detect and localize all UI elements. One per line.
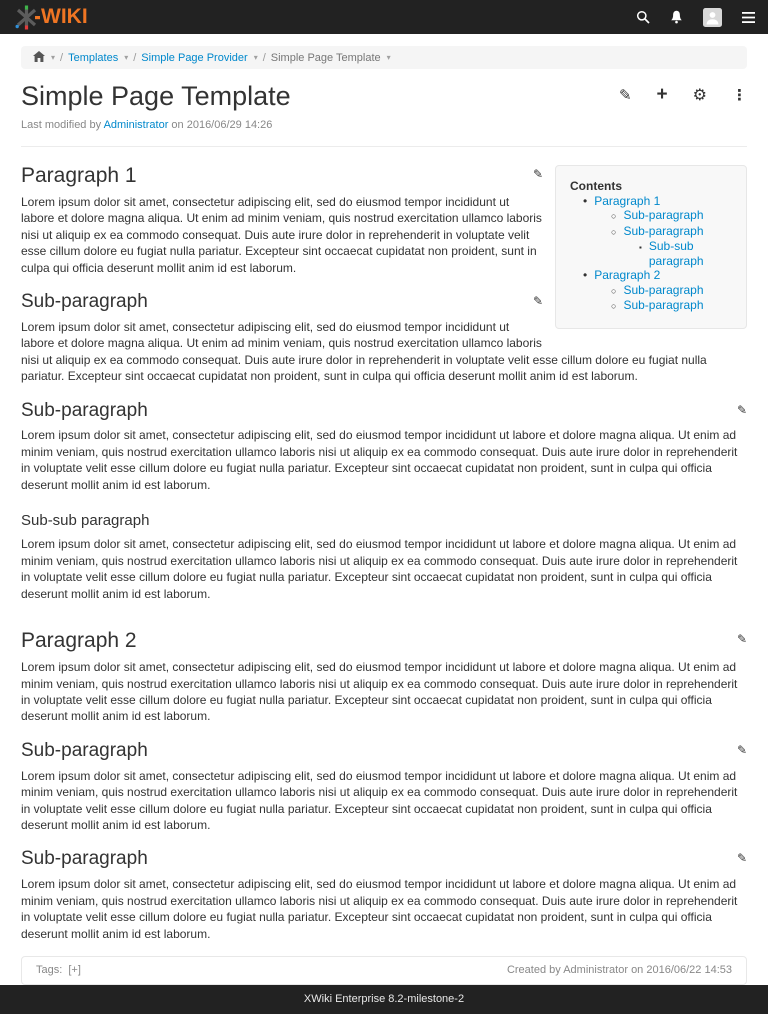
section-paragraph: Lorem ipsum dolor sit amet, consectetur adipiscing elit, sed do eiusmod tempor incididunt ut labore et dolore magna aliqua. Ut enim ad minim veniam, quis nostrud exercitation ullamco laboris nisi ut aliquip ex ea commodo consequat. Duis aute irure dolor in reprehenderit in voluptate velit esse cillum dolore eu fugiat nulla pariatur. Excepteur sint occaecat cupidatat non proident, sunt in culpa qui officia deserunt mollit anim id est laborum. [21,660,738,724]
section-edit-pencil-icon[interactable]: ✎ [532,166,543,181]
document-content [21,164,747,985]
toc-bullet: ○ [611,301,617,312]
breadcrumb-item[interactable]: Simple Page Provider [141,51,248,64]
toc-entry [570,194,732,209]
section-paragraph: Lorem ipsum dolor sit amet, consectetur adipiscing elit, sed do eiusmod tempor incididunt ut labore et dolore magna aliqua. Ut enim ad minim veniam, quis nostrud exercitation ullamco laboris nisi ut aliquip ex ea commodo consequat. Duis aute irure dolor in reprehenderit in voluptate velit esse cillum dolore eu fugiat nulla pariatur. Excepteur sint occaecat cupidatat non proident, sunt in culpa qui officia deserunt mollit anim id est laborum. [21,768,738,832]
toc-entry [570,298,732,314]
section-edit-pencil-icon[interactable]: ✎ [736,402,747,417]
table-of-contents-panel [555,165,747,329]
created-author-link[interactable]: Administrator [563,964,628,976]
toc-bullet: • [583,193,588,208]
content-section [21,400,747,494]
title-divider [21,146,747,147]
section-heading: ✎ Sub-paragraph [21,291,543,313]
breadcrumb-caret-icon[interactable]: ▾ [253,53,258,62]
breadcrumb-item[interactable]: Templates [68,51,119,64]
user-avatar[interactable] [703,8,722,27]
edit-button[interactable]: ✎ [618,87,632,104]
search-icon[interactable] [636,10,650,24]
drawer-menu-icon[interactable] [742,12,755,23]
toc-bullet: ○ [611,285,617,296]
toc-entry [570,268,732,283]
breadcrumb-item[interactable]: Simple Page Template [270,51,381,64]
content-section [21,740,747,834]
breadcrumb-separator: / [60,51,64,64]
create-button[interactable]: + [656,84,668,105]
last-modified-date: on 2016/06/29 14:26 [171,118,273,131]
section-edit-pencil-icon[interactable]: ✎ [736,742,747,757]
section-paragraph: Lorem ipsum dolor sit amet, consectetur adipiscing elit, sed do eiusmod tempor incididunt ut labore et dolore magna aliqua. Ut enim ad minim veniam, quis nostrud exercitation ullamco laboris nisi ut aliquip ex ea commodo consequat. Duis aute irure dolor in reprehenderit in voluptate velit esse cillum dolore eu fugiat nulla pariatur. Excepteur sint occaecat cupidatat non proident, sunt in culpa qui officia deserunt mollit anim id est laborum. [21,537,738,601]
add-tag-button[interactable]: [+] [68,964,81,976]
toc-entry [570,283,732,299]
created-prefix: Created by [506,964,561,976]
toc-bullet: • [583,268,588,283]
section-heading: Sub-sub paragraph [21,512,150,530]
toc-bullet: ○ [611,226,617,237]
section-edit-pencil-icon[interactable]: ✎ [736,631,747,646]
toc-title: Contents [570,178,622,193]
toc-entry [570,224,732,240]
content-section [21,848,747,942]
breadcrumb-home-icon[interactable] [33,51,45,64]
top-navbar [0,0,768,34]
toc-bullet: ▪ [639,243,642,253]
created-date: on 2016/06/22 14:53 [631,964,732,976]
tags-area [36,963,81,978]
title-row [21,69,747,112]
toc-entry [570,208,732,224]
toc-items [570,194,732,314]
settings-button[interactable]: ⚙ [692,86,707,104]
version-footer: XWiki Enterprise 8.2-milestone-2 [0,985,768,1014]
toc-link[interactable]: Paragraph 1 [594,193,661,208]
section-heading: ✎ Sub-paragraph [21,739,747,761]
xwiki-logo[interactable] [13,4,88,31]
last-modified-author-link[interactable]: Administrator [103,118,169,131]
section-paragraph: Lorem ipsum dolor sit amet, consectetur adipiscing elit, sed do eiusmod tempor incididunt ut labore et dolore magna aliqua. Ut enim ad minim veniam, quis nostrud exercitation ullamco laboris nisi ut aliquip ex ea commodo consequat. Duis aute irure dolor in reprehenderit in voluptate velit esse cillum dolore eu fugiat nulla pariatur. Excepteur sint occaecat cupidatat non proident, sunt in culpa qui officia deserunt mollit anim id est laborum. [21,319,707,384]
toc-link[interactable]: Sub-paragraph [623,298,704,313]
breadcrumb [21,46,747,69]
breadcrumb-separator: / [133,51,137,64]
content-section [21,512,747,602]
toc-bullet: ○ [611,211,617,222]
section-heading: ✎ Sub-paragraph [21,848,747,870]
breadcrumb-caret-icon[interactable]: ▾ [386,53,391,62]
section-paragraph: Lorem ipsum dolor sit amet, consectetur adipiscing elit, sed do eiusmod tempor incididunt ut labore et dolore magna aliqua. Ut enim ad minim veniam, quis nostrud exercitation ullamco laboris nisi ut aliquip ex ea commodo consequat. Duis aute irure dolor in reprehenderit in voluptate velit esse cillum dolore eu fugiat nulla pariatur. Excepteur sint occaecat cupidatat non proident, sunt in culpa qui officia deserunt mollit anim id est laborum. [21,428,738,492]
breadcrumb-separator: / [262,51,266,64]
tags-label: Tags: [36,964,63,976]
breadcrumb-caret-icon[interactable]: ▾ [124,53,129,62]
section-paragraph: Lorem ipsum dolor sit amet, consectetur adipiscing elit, sed do eiusmod tempor incididunt ut labore et dolore magna aliqua. Ut enim ad minim veniam, quis nostrud exercitation ullamco laboris nisi ut aliquip ex ea commodo consequat. Duis aute irure dolor in reprehenderit in voluptate velit esse cillum dolore eu fugiat nulla pariatur. Excepteur sint occaecat cupidatat non proident, sunt in culpa qui officia deserunt mollit anim id est laborum. [21,194,542,275]
breadcrumb-caret-icon[interactable]: ▾ [51,53,56,62]
toc-entry [570,239,732,268]
notifications-bell-icon[interactable] [670,10,683,24]
toc-link[interactable]: Sub-sub paragraph [648,239,704,268]
section-edit-pencil-icon[interactable]: ✎ [736,851,747,866]
xwiki-logo-text: WIKI [41,5,88,28]
last-modified [21,119,747,131]
page-title: Simple Page Template [21,81,291,111]
section-paragraph: Lorem ipsum dolor sit amet, consectetur adipiscing elit, sed do eiusmod tempor incididunt ut labore et dolore magna aliqua. Ut enim ad minim veniam, quis nostrud exercitation ullamco laboris nisi ut aliquip ex ea commodo consequat. Duis aute irure dolor in reprehenderit in voluptate velit esse cillum dolore eu fugiat nulla pariatur. Excepteur sint occaecat cupidatat non proident, sunt in culpa qui officia deserunt mollit anim id est laborum. [21,877,738,941]
document-footer-panel [21,956,747,985]
main-container [0,69,768,985]
toc-link[interactable]: Sub-paragraph [623,208,704,223]
section-edit-pencil-icon[interactable]: ✎ [532,294,543,309]
last-modified-prefix: Last modified by [21,118,102,131]
section-heading: ✎ Sub-paragraph [21,399,747,421]
content-section [21,629,747,725]
navbar-icons [636,8,755,27]
more-actions-button[interactable]: ⋮ [732,87,747,104]
xwiki-logo-x-icon [13,4,40,31]
toc-link[interactable]: Sub-paragraph [623,223,704,238]
created-by [507,963,732,978]
section-heading: ✎ Paragraph 1 [21,163,543,187]
document-actions [618,84,747,105]
toc-link[interactable]: Sub-paragraph [623,282,704,297]
section-heading: ✎ Paragraph 2 [21,628,747,652]
toc-link[interactable]: Paragraph 2 [594,268,661,283]
